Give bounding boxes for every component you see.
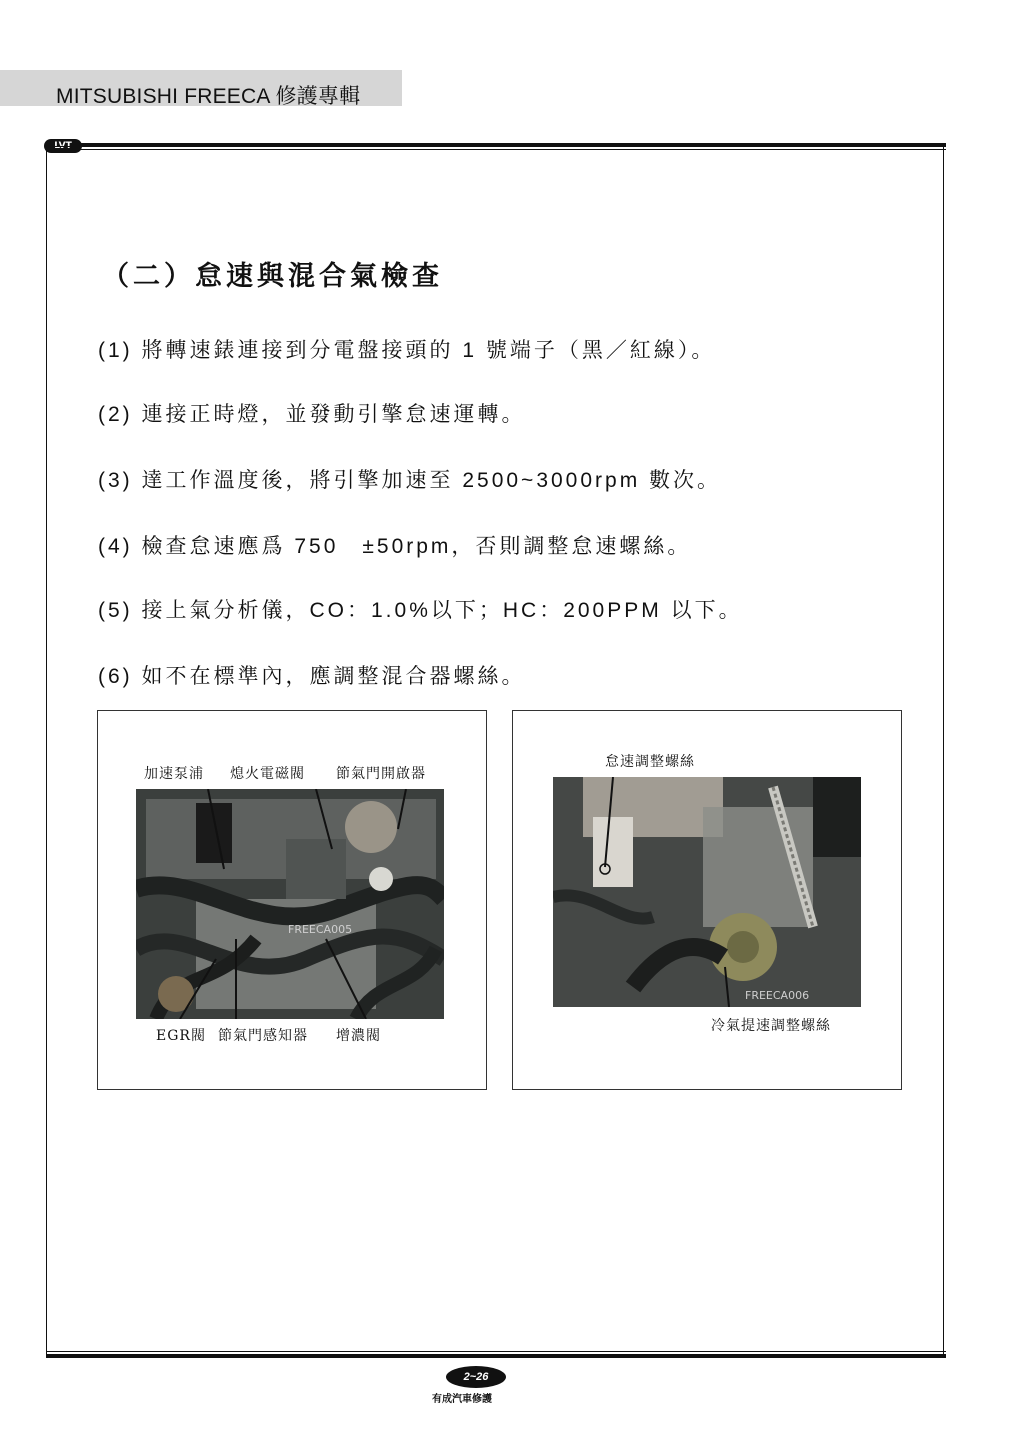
carburetor-illustration	[553, 777, 861, 1007]
label-accel-pump: 加速泵浦	[144, 766, 204, 782]
bottom-rule-thin	[46, 1351, 946, 1352]
step-6: (6) 如不在標準內，應調整混合器螺絲。	[98, 665, 526, 688]
label-egr-valve: EGR閥	[156, 1028, 206, 1044]
logo-badge: LVT	[44, 139, 82, 153]
photo-id-left: FREECA005	[288, 923, 353, 936]
label-ac-idle-up-screw: 冷氣提速調整螺絲	[711, 1018, 831, 1034]
section-title: （二）怠速與混合氣檢查	[102, 261, 443, 291]
label-throttle-sensor: 節氣門感知器	[218, 1028, 308, 1044]
figure-left	[97, 710, 487, 1090]
step-5: (5) 接上氣分析儀，CO：1.0%以下；HC：200PPM 以下。	[98, 599, 743, 622]
engine-bay-illustration	[136, 789, 444, 1019]
page-number-badge: 2~26	[446, 1366, 506, 1388]
bottom-rule-thick	[46, 1354, 946, 1358]
label-throttle-opener: 節氣門開啟器	[336, 766, 426, 782]
step-4: (4) 檢查怠速應爲 750 ±50rpm，否則調整怠速螺絲。	[98, 535, 692, 558]
engine-photo-right	[553, 777, 861, 1007]
step-3: (3) 達工作溫度後，將引擎加速至 2500~3000rpm 數次。	[98, 469, 722, 492]
engine-photo-left	[136, 789, 444, 1019]
label-enrichment-valve: 增濃閥	[336, 1028, 381, 1044]
label-idle-screw: 怠速調整螺絲	[605, 754, 695, 770]
footer-brand: 有成汽車修護	[432, 1394, 492, 1405]
step-1: (1) 將轉速錶連接到分電盤接頭的 1 號端子（黑／紅線）。	[98, 339, 716, 362]
step-2: (2) 連接正時燈，並發動引擎怠速運轉。	[98, 403, 526, 426]
figure-right	[512, 710, 902, 1090]
header-title: MITSUBISHI FREECA 修護專輯	[56, 85, 361, 108]
photo-id-right: FREECA006	[745, 989, 810, 1002]
label-fuel-cut-solenoid: 熄火電磁閥	[230, 766, 305, 782]
